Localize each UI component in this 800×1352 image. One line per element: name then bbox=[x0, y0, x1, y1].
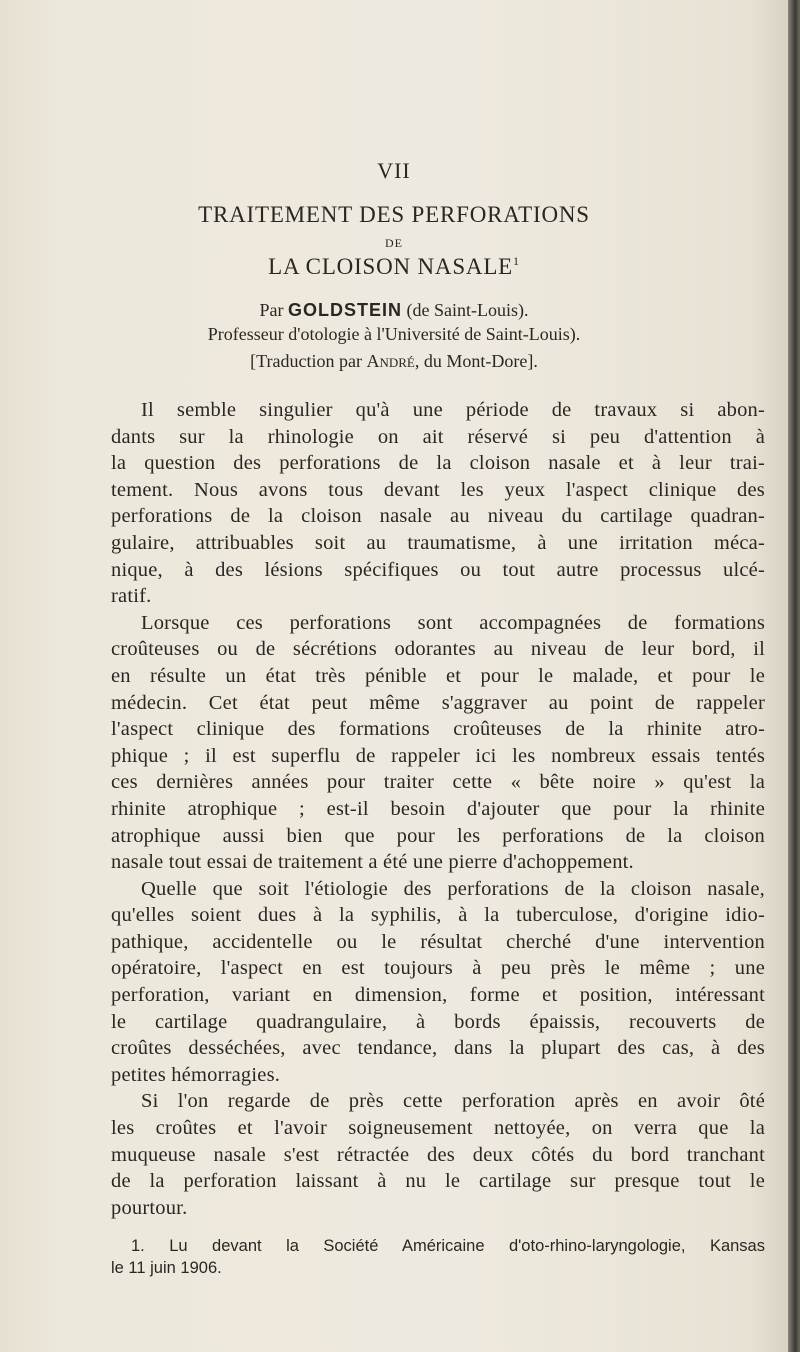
text-line: phique ; il est superflu de rappeler ici les nombreux essais tentés bbox=[111, 744, 765, 767]
text-line: de la perforation laissant à nu le cartilage sur presque tout le bbox=[111, 1170, 765, 1193]
text-line: ces dernières années pour traiter cette « bête noire » qu'est la bbox=[111, 771, 765, 794]
text-line: perforation, variant en dimension, forme et position, intéressant bbox=[111, 984, 765, 1007]
text-line: nasale tout essai de traitement a été une pierre d'achoppement. bbox=[111, 851, 634, 874]
article-title-line-3 bbox=[0, 254, 788, 280]
translation-credit bbox=[0, 351, 788, 372]
text-line: perforations de la cloison nasale au niveau du cartilage quadran- bbox=[111, 505, 765, 528]
text-line: dants sur la rhinologie on ait réservé si peu d'attention à bbox=[111, 425, 765, 448]
text-line: Si l'on regarde de près cette perforation après en avoir ôté bbox=[141, 1090, 765, 1113]
text-line: pathique, accidentelle ou le résultat cherché d'une intervention bbox=[111, 930, 765, 953]
text-line: opératoire, l'aspect en est toujours à peu près le même ; une bbox=[111, 957, 765, 980]
text-line: médecin. Cet état peut même s'aggraver au point de rappeler bbox=[111, 691, 765, 714]
author-position: Professeur d'otologie à l'Université de Saint-Louis). bbox=[207, 324, 581, 344]
text-line: gulaire, attribuables soit au traumatisme, à une irritation méca- bbox=[111, 531, 765, 554]
byline bbox=[0, 300, 788, 321]
text-line: ratif. bbox=[111, 585, 152, 608]
text-line: pourtour. bbox=[111, 1196, 188, 1219]
text-line: les croûtes et l'avoir soigneusement nettoyée, on verra que la bbox=[111, 1117, 765, 1140]
text-line: atrophique aussi bien que pour les perforations de la cloison bbox=[111, 824, 765, 847]
text-line: le cartilage quadrangulaire, à bords épaissis, recouverts de bbox=[111, 1010, 765, 1033]
text-line: croûteuses ou de sécrétions odorantes au niveau de leur bord, il bbox=[111, 638, 765, 661]
article-title-line-2: DE bbox=[385, 236, 403, 250]
text-line: la question des perforations de la cloison nasale et à leur trai- bbox=[111, 452, 765, 475]
text-line: Quelle que soit l'étiologie des perforations de la cloison nasale, bbox=[141, 877, 765, 900]
author-location: (de Saint-Louis). bbox=[406, 300, 529, 320]
text-line: tement. Nous avons tous devant les yeux l'aspect clinique des bbox=[111, 478, 765, 501]
text-line: muqueuse nasale s'est rétractée des deux côtés du bord tranchant bbox=[111, 1143, 765, 1166]
page-edge-shadow bbox=[788, 0, 800, 1352]
author-name: GOLDSTEIN bbox=[288, 300, 403, 320]
article-title-line-1: TRAITEMENT DES PERFORATIONS bbox=[198, 202, 590, 227]
text-line: Lorsque ces perforations sont accompagnées de formations bbox=[141, 611, 765, 634]
text-line: Il semble singulier qu'à une période de travaux si abon- bbox=[141, 399, 765, 421]
text-line: l'aspect clinique des formations croûteuses de la rhinite atro- bbox=[111, 718, 765, 741]
text-line: petites hémorragies. bbox=[111, 1063, 281, 1086]
text-line: en résulte un état très pénible et pour le malade, et pour le bbox=[111, 664, 765, 687]
text-line: rhinite atrophique ; est-il besoin d'ajouter que pour la rhinite bbox=[111, 797, 765, 820]
article-title-text: LA CLOISON NASALE bbox=[268, 254, 514, 279]
footnote-marker: 1 bbox=[513, 254, 520, 268]
footnote-line: 1. Lu devant la Société Américaine d'oto-rhino-laryngologie, Kansas bbox=[131, 1237, 765, 1255]
translator-name: André bbox=[366, 351, 415, 371]
footnote-line: le 11 juin 1906. bbox=[111, 1259, 222, 1277]
text-line: qu'elles soient dues à la syphilis, à la tuberculose, d'origine idio- bbox=[111, 904, 765, 927]
chapter-number: VII bbox=[377, 158, 411, 183]
translation-prefix: [Traduction par bbox=[250, 351, 362, 371]
footnote bbox=[111, 1235, 765, 1279]
text-line: nique, à des lésions spécifiques ou tout autre processus ulcé- bbox=[111, 558, 765, 581]
translation-suffix: , du Mont-Dore]. bbox=[414, 351, 538, 371]
article-body bbox=[111, 397, 765, 1221]
text-line: croûtes desséchées, avec tendance, dans la plupart des cas, à des bbox=[111, 1037, 765, 1060]
byline-prefix: Par bbox=[259, 300, 284, 320]
